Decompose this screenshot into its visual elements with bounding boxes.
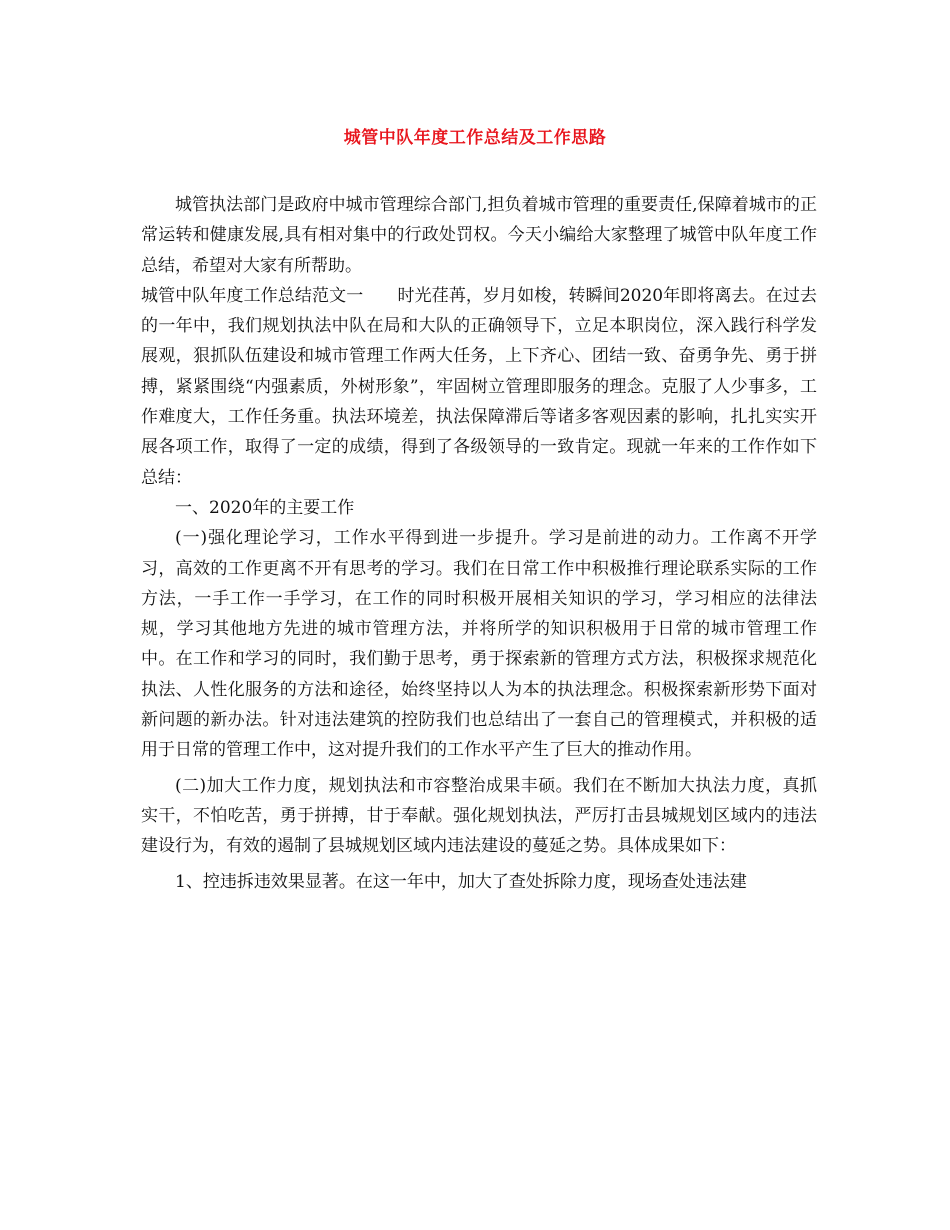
paragraph-sample-one: 城管中队年度工作总结范文一 时光荏苒，岁月如梭，转瞬间2020年即将离去。在过去的一年中，我们规划执法中队在局和大队的正确领导下，立足本职岗位，深入践行科学发展观，狠抓队伍建设和城市管理工作两大任务，上下齐心、团结一致、奋勇争先、勇于拼搏，紧紧围绕“内强素质，外树形象”，牢固树立管理即服务的理念。克服了人少事多，工作难度大，工作任务重。执法环境差，执法保障滞后等诸多客观因素的影响，扎扎实实开展各项工作，取得了一定的成绩，得到了各级领导的一致肯定。现就一年来的工作作如下总结： bbox=[141, 285, 817, 488]
document-body bbox=[141, 190, 817, 897]
document-title: 城管中队年度工作总结及工作思路 bbox=[343, 128, 607, 148]
paragraph-intro: 城管执法部门是政府中城市管理综合部门,担负着城市管理的重要责任,保障着城市的正常运转和健康发展,具有相对集中的行政处罚权。今天小编给大家整理了城管中队年度工作总结，希望对大家有所帮助。 bbox=[141, 195, 817, 276]
paragraph-demolition: 1、控违拆违效果显著。在这一年中，加大了查处拆除力度，现场查处违法建 bbox=[175, 871, 747, 892]
heading-main-work: 一、2020年的主要工作 bbox=[175, 497, 355, 518]
paragraph-enforcement: (二)加大工作力度，规划执法和市容整治成果丰硕。我们在不断加大执法力度，真抓实干，不怕吃苦，勇于拼搏，甘于奉献。强化规划执法，严厉打击县城规划区域内的违法建设行为，有效的遏制了县城规划区域内违法建设的蔓延之势。具体成果如下： bbox=[141, 775, 817, 857]
paragraph-theory-study: (一)强化理论学习，工作水平得到进一步提升。学习是前进的动力。工作离不开学习，高效的工作更离不开有思考的学习。我们在日常工作中积极推行理论联系实际的工作方法，一手工作一手学习，在工作的同时积极开展相关知识的学习，学习相应的法律法规，学习其他地方先进的城市管理方法，并将所学的知识积极用于日常的城市管理工作中。在工作和学习的同时，我们勤于思考，勇于探索新的管理方式方法，积极探求规范化执法、人性化服务的方法和途径，始终坚持以人为本的执法理念。积极探索新形势下面对新问题的新办法。针对违法建筑的控防我们也总结出了一套自己的管理模式，并积极的适用于日常的管理工作中，这对提升我们的工作水平产生了巨大的推动作用。 bbox=[141, 528, 817, 761]
